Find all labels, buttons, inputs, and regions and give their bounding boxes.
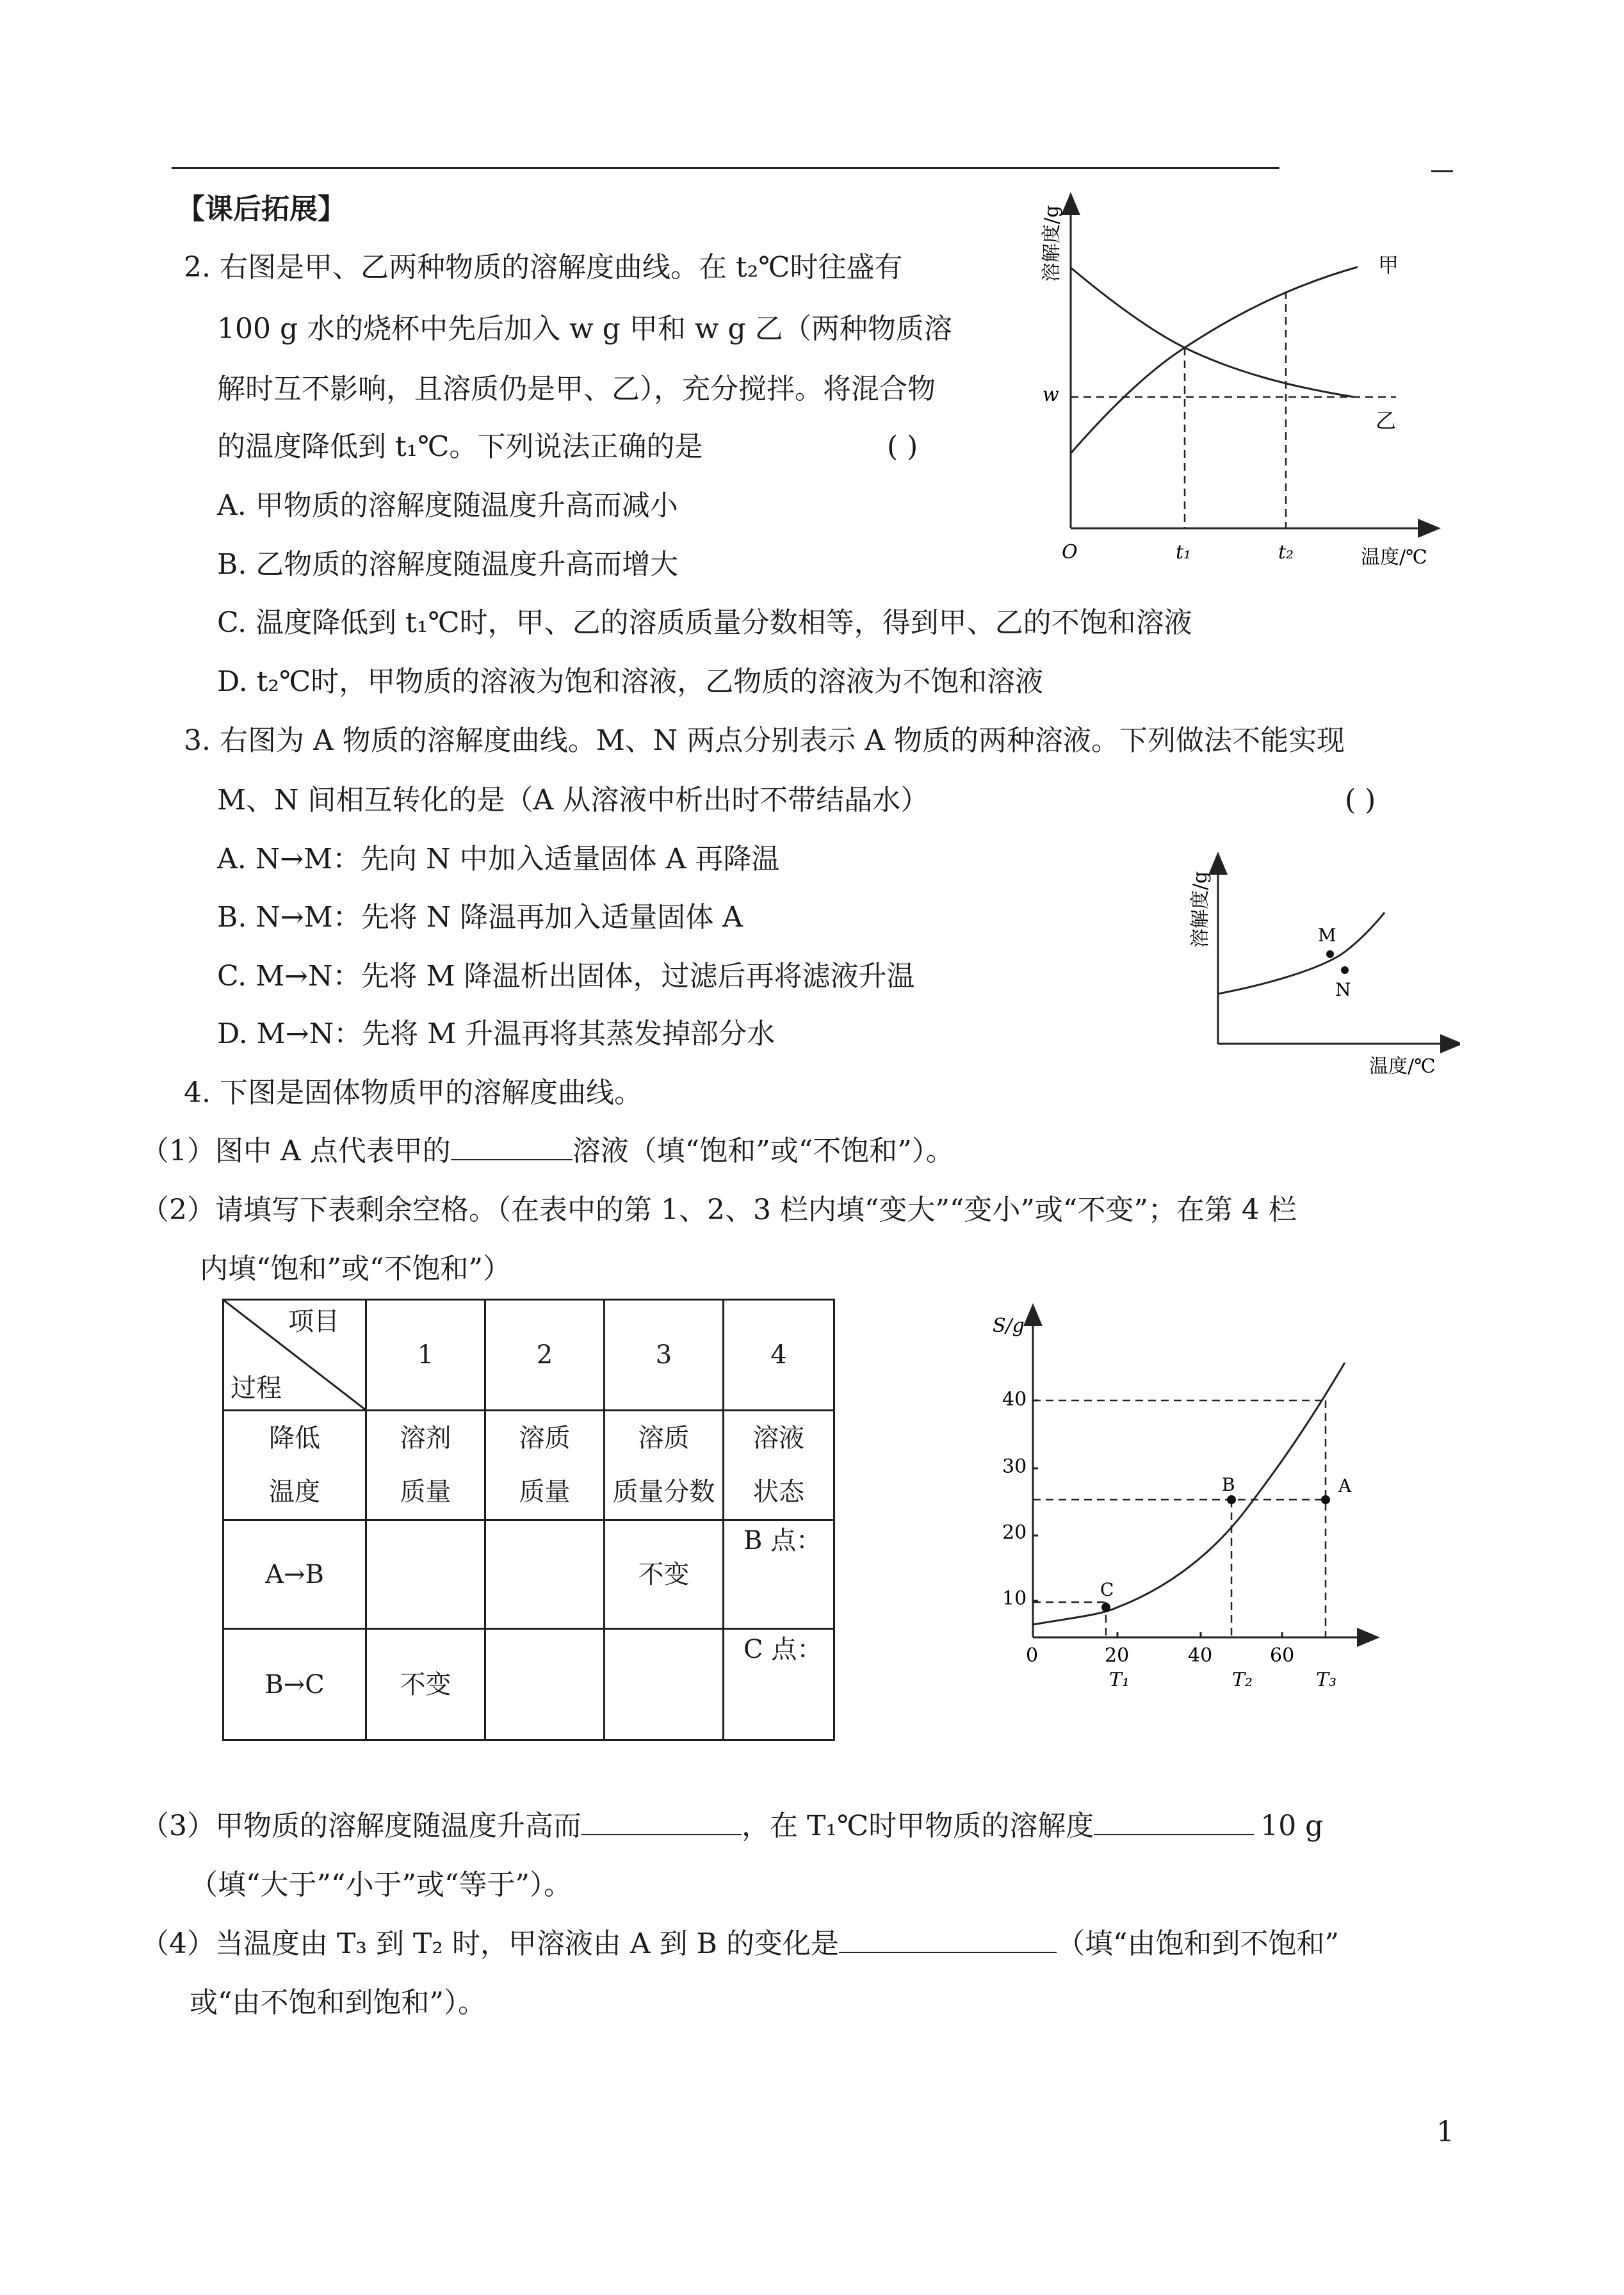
y-tick-30: 30 [1002, 1456, 1027, 1478]
row-bc-cell-1: 不变 [366, 1629, 485, 1740]
col-head-3 [605, 1411, 724, 1520]
row-head-line-2: 温度 [269, 1477, 320, 1507]
point-b-label: B [1222, 1474, 1235, 1495]
y-axis-label: 溶解度/g [1041, 205, 1063, 282]
col-head-3-b: 质量分数 [612, 1477, 715, 1507]
col-head-2 [485, 1411, 605, 1520]
x-tick-20: 20 [1105, 1644, 1130, 1667]
y-tick-10: 10 [1002, 1587, 1027, 1610]
col-head-2-a: 溶质 [519, 1423, 571, 1453]
t3-label: T₃ [1316, 1669, 1337, 1691]
q4-intro: 4. 下图是固体物质甲的溶解度曲线。 [184, 1076, 642, 1109]
corner-label-top: 项目 [288, 1307, 339, 1336]
q2-option-a: A. 甲物质的溶解度随温度升高而减小 [217, 489, 678, 522]
row-head-cell [223, 1411, 366, 1520]
t2-label: t₂ [1278, 541, 1294, 564]
point-c [1101, 1603, 1110, 1612]
q4-part4-text-a: （4）当温度由 T₃ 到 T₂ 时，甲溶液由 A 到 B 的变化是 [141, 1927, 839, 1960]
point-a-label: A [1338, 1475, 1352, 1496]
q3-option-a: A. N→M：先向 N 中加入适量固体 A 再降温 [217, 843, 780, 875]
q2-option-c: C. 温度降低到 t₁℃时，甲、乙的溶质质量分数相等，得到甲、乙的不饱和溶液 [217, 606, 1192, 639]
header-rule [172, 167, 1279, 169]
y-tick-40: 40 [1002, 1388, 1027, 1411]
table-col-num-3: 3 [605, 1300, 724, 1411]
point-c-label: C [1100, 1579, 1114, 1600]
col-head-4-a: 溶液 [753, 1423, 804, 1453]
q3-option-d: D. M→N：先将 M 升温再将其蒸发掉部分水 [217, 1018, 775, 1050]
q2-line-3: 解时互不影响，且溶质仍是甲、乙），充分搅拌。将混合物 [217, 373, 936, 405]
row-ab-cell-1[interactable] [366, 1520, 485, 1629]
row-ab-cell-3: 不变 [605, 1520, 724, 1629]
row-ab-label: A→B [223, 1520, 366, 1629]
t1-label: T₁ [1109, 1669, 1130, 1691]
corner-label-bottom: 过程 [231, 1374, 282, 1403]
series-label-yi: 乙 [1376, 409, 1397, 433]
row-head-line-1: 降低 [269, 1423, 320, 1453]
q2-line-1: 2. 右图是甲、乙两种物质的溶解度曲线。在 t₂℃时往盛有 [184, 251, 903, 284]
row-ab-cell-2[interactable] [485, 1520, 605, 1629]
series-label-jia: 甲 [1378, 253, 1399, 277]
x-axis-label: 温度/℃ [1369, 1055, 1436, 1078]
origin-label: O [1062, 541, 1078, 564]
curve-jia [1033, 1363, 1345, 1625]
q4-part4-line-2: 或“由不饱和到饱和”）。 [190, 1986, 486, 2019]
row-ab-cell-4[interactable] [724, 1520, 834, 1629]
q4-part2-line-2: 内填“饱和”或“不饱和”） [200, 1253, 511, 1285]
point-m-label: M [1318, 925, 1336, 946]
q3-option-b: B. N→M：先将 N 降温再加入适量固体 A [217, 901, 743, 934]
col-head-2-b: 质量 [519, 1477, 571, 1507]
q3-answer-bracket[interactable]: ( ) [1345, 784, 1376, 816]
q4-part2-line-1: （2）请填写下表剩余空格。（在表中的第 1、2、3 栏内填“变大”“变小”或“不变”；在第 4 栏 [141, 1194, 1297, 1226]
q4-part1-text-a: （1）图中 A 点代表甲的 [141, 1135, 451, 1167]
row-bc-cell-2[interactable] [485, 1629, 605, 1740]
q3-line-2: M、N 间相互转化的是（A 从溶液中析出时不带结晶水） [217, 784, 929, 816]
q4-part1-text-b: 溶液（填“饱和”或“不饱和”）。 [572, 1135, 954, 1167]
col-head-3-a: 溶质 [638, 1423, 690, 1453]
q4-part3-line-2: （填“大于”“小于”或“等于”）。 [190, 1869, 572, 1901]
table-col-num-1: 1 [366, 1300, 485, 1411]
t1-label: t₁ [1176, 541, 1192, 564]
solubility-chart-a [1178, 852, 1460, 1095]
table-corner-cell [223, 1300, 366, 1411]
row-ab-cell-4-label: B 点： [743, 1526, 822, 1555]
process-table [222, 1299, 835, 1741]
x-tick-40: 40 [1188, 1644, 1213, 1667]
col-head-1 [366, 1411, 485, 1520]
point-a [1321, 1495, 1330, 1504]
col-head-4-b: 状态 [753, 1477, 804, 1507]
curve-yi [1071, 268, 1354, 397]
q2-line-4: 的温度降低到 t₁℃。下列说法正确的是 [217, 430, 703, 463]
q2-line-2: 100 g 水的烧杯中先后加入 w g 甲和 w g 乙（两种物质溶 [217, 312, 952, 345]
point-m [1326, 950, 1334, 958]
col-head-1-a: 溶剂 [400, 1423, 451, 1453]
solubility-chart-jia-yi [1025, 186, 1460, 583]
q4-part4-line-1 [141, 1925, 1339, 1963]
q4-part4-text-b: （填“由饱和到不饱和” [1056, 1927, 1339, 1960]
q4-part4-blank[interactable] [839, 1927, 1057, 1953]
q4-part3-text-c: 10 g [1260, 1810, 1324, 1842]
col-head-1-b: 质量 [400, 1477, 451, 1507]
y-tick-20: 20 [1002, 1521, 1027, 1544]
t2-label: T₂ [1232, 1669, 1253, 1691]
y-axis-label: S/g [993, 1315, 1025, 1337]
x-tick-60: 60 [1270, 1644, 1295, 1667]
row-bc-cell-3[interactable] [605, 1629, 724, 1740]
q4-part3-text-b: ，在 T₁℃时甲物质的溶解度 [742, 1810, 1094, 1842]
solubility-chart-jia [973, 1300, 1383, 1710]
point-b [1227, 1495, 1236, 1504]
q2-option-d: D. t₂℃时，甲物质的溶液为饱和溶液，乙物质的溶液为不饱和溶液 [217, 665, 1044, 698]
q4-part1 [141, 1132, 954, 1171]
point-n-label: N [1335, 979, 1351, 1000]
header-rule-right [1431, 170, 1453, 172]
q4-part3-text-a: （3）甲物质的溶解度随温度升高而 [141, 1810, 581, 1842]
q4-part1-blank[interactable] [451, 1135, 572, 1160]
row-bc-cell-4[interactable] [724, 1629, 834, 1740]
q4-part3-blank-1[interactable] [581, 1810, 742, 1835]
row-bc-cell-4-label: C 点： [743, 1635, 823, 1664]
q4-part3-line-1 [141, 1807, 1323, 1845]
w-label: w [1043, 384, 1059, 406]
y-axis-label: 溶解度/g [1189, 871, 1212, 948]
section-title: 【课后拓展】 [177, 193, 346, 225]
curve-a [1218, 912, 1384, 994]
q3-line-1: 3. 右图为 A 物质的溶解度曲线。M、N 两点分别表示 A 物质的两种溶液。下列做法不能实现 [184, 724, 1345, 757]
table-col-num-4: 4 [724, 1300, 834, 1411]
q2-option-b: B. 乙物质的溶解度随温度升高而增大 [217, 548, 679, 581]
q3-option-c: C. M→N：先将 M 降温析出固体，过滤后再将滤液升温 [217, 960, 915, 993]
q2-answer-bracket[interactable]: ( ) [887, 430, 918, 463]
row-bc-label: B→C [223, 1629, 366, 1740]
point-n [1341, 966, 1349, 974]
table-col-num-2: 2 [485, 1300, 605, 1411]
col-head-4 [724, 1411, 834, 1520]
x-axis-label: 温度/℃ [1361, 546, 1427, 569]
q4-part3-blank-2[interactable] [1094, 1810, 1254, 1835]
x-tick-0: 0 [1026, 1644, 1039, 1667]
page-number: 1 [1436, 2116, 1454, 2148]
